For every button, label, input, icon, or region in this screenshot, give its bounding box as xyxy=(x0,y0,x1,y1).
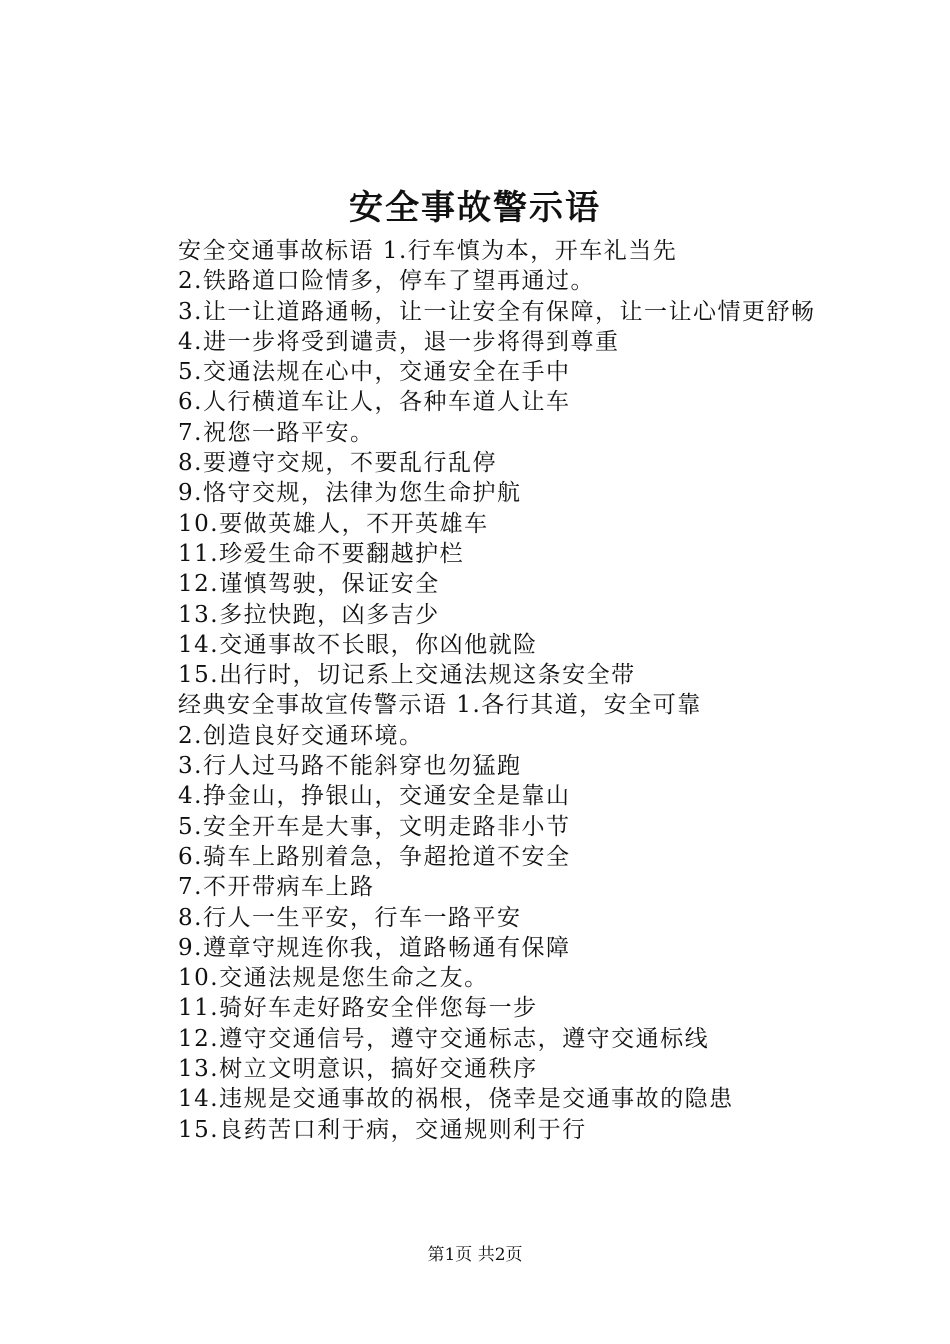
text-line: 15.良药苦口利于病，交通规则利于行 xyxy=(178,1116,587,1143)
text-line: 2.铁路道口险情多，停车了望再通过。 xyxy=(178,268,595,295)
text-line: 5.交通法规在心中，交通安全在手中 xyxy=(178,359,571,386)
text-line: 8.要遵守交规，不要乱行乱停 xyxy=(178,450,497,477)
text-line: 6.骑车上路别着急，争超抢道不安全 xyxy=(178,843,571,870)
document-title: 安全事故警示语 xyxy=(349,188,601,228)
text-line: 6.人行横道车让人，各种车道人让车 xyxy=(178,389,571,416)
text-line: 9.遵章守规连你我，道路畅通有保障 xyxy=(178,934,571,961)
text-line: 7.不开带病车上路 xyxy=(178,874,375,901)
text-line: 安全交通事故标语 1.行车慎为本，开车礼当先 xyxy=(178,238,678,264)
text-line: 10.要做英雄人，不开英雄车 xyxy=(178,510,489,537)
text-line: 13.多拉快跑，凶多吉少 xyxy=(178,601,440,628)
text-line: 8.行人一生平安，行车一路平安 xyxy=(178,904,522,931)
text-line: 14.交通事故不长眼，你凶他就险 xyxy=(178,631,538,658)
text-line: 3.让一让道路通畅，让一让安全有保障，让一让心情更舒畅 xyxy=(178,298,816,325)
document-body xyxy=(128,236,840,1145)
text-line: 13.树立文明意识，搞好交通秩序 xyxy=(178,1056,538,1083)
text-line: 5.安全开车是大事，文明走路非小节 xyxy=(178,813,571,840)
text-line: 15.出行时，切记系上交通法规这条安全带 xyxy=(178,662,636,689)
text-line: 经典安全事故宣传警示语 1.各行其道，安全可靠 xyxy=(178,692,702,719)
text-line: 7.祝您一路平安。 xyxy=(178,419,375,446)
text-line: 2.创造良好交通环境。 xyxy=(178,722,424,749)
text-line: 3.行人过马路不能斜穿也勿猛跑 xyxy=(178,753,522,780)
text-line: 14.违规是交通事故的祸根，侥幸是交通事故的隐患 xyxy=(178,1086,734,1113)
text-line: 9.恪守交规，法律为您生命护航 xyxy=(178,480,522,507)
page-footer: 第1页 共2页 xyxy=(427,1245,523,1265)
text-line: 4.挣金山，挣银山，交通安全是靠山 xyxy=(178,783,571,810)
text-line: 11.骑好车走好路安全伴您每一步 xyxy=(178,995,538,1022)
text-line: 12.谨慎驾驶，保证安全 xyxy=(178,571,440,598)
text-line: 11.珍爱生命不要翻越护栏 xyxy=(178,540,465,567)
text-line: 12.遵守交通信号，遵守交通标志，遵守交通标线 xyxy=(178,1025,710,1052)
text-line: 4.进一步将受到谴责，退一步将得到尊重 xyxy=(178,328,620,355)
text-line: 10.交通法规是您生命之友。 xyxy=(178,965,489,992)
